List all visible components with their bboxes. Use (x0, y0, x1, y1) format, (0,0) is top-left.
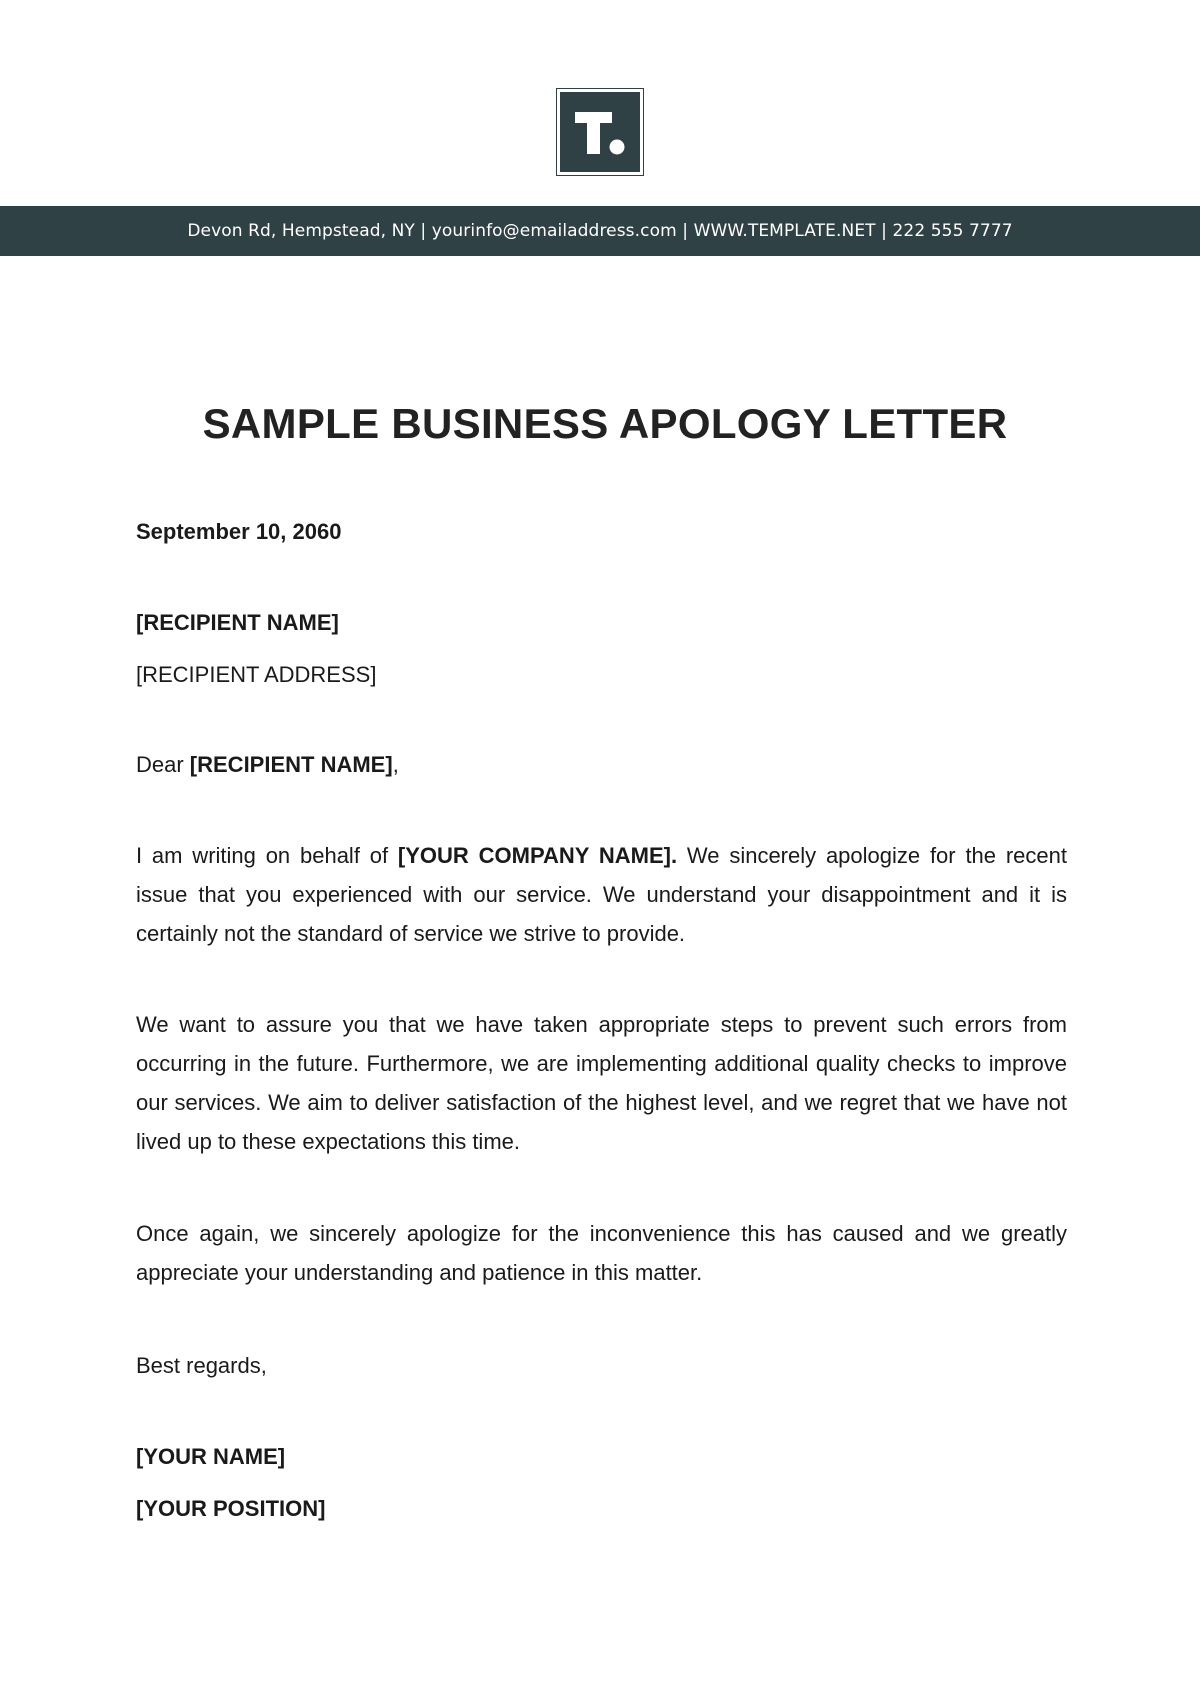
template-t-logo-icon (560, 92, 640, 172)
logo (556, 88, 644, 176)
closing: Best regards, (136, 1353, 267, 1378)
salutation-name: [RECIPIENT NAME] (189, 752, 393, 777)
paragraph-2: We want to assure you that we have taken appropriate steps to prevent such errors from occurring in the future. Furthermore, we are implementing additional quality checks to improve our services. We aim to deliver satisfaction of the highest level, and we regret that we have not lived up to these expectations this time. (136, 1012, 1067, 1154)
contact-bar (0, 206, 1200, 256)
letter-date: September 10, 2060 (136, 519, 342, 544)
paragraph-1-prefix: I am writing on behalf of (136, 843, 398, 868)
salutation-suffix: , (392, 752, 399, 777)
company-name: [YOUR COMPANY NAME]. (397, 843, 678, 868)
salutation-prefix: Dear (136, 752, 190, 777)
paragraph-3: Once again, we sincerely apologize for the inconvenience this has caused and we greatly appreciate your understanding and patience in this matter. (136, 1221, 1067, 1285)
sender-name: [YOUR NAME] (136, 1444, 286, 1469)
page-title: SAMPLE BUSINESS APOLOGY LETTER (202, 400, 1008, 447)
recipient-name: [RECIPIENT NAME] (136, 610, 339, 635)
recipient-address: [RECIPIENT ADDRESS] (136, 662, 377, 687)
salutation (136, 745, 1067, 784)
contact-line: Devon Rd, Hempstead, NY | yourinfo@emailaddress.com | WWW.TEMPLATE.NET | 222 555 7777 (187, 221, 1013, 241)
paragraph-1 (136, 836, 1067, 953)
paragraph-1-rest: We sincerely apologize for the recent issue that you experienced with our service. We understand your disappointment and it is certainly not the standard of service we strive to provide. (136, 843, 1067, 946)
sender-position: [YOUR POSITION] (136, 1496, 326, 1521)
